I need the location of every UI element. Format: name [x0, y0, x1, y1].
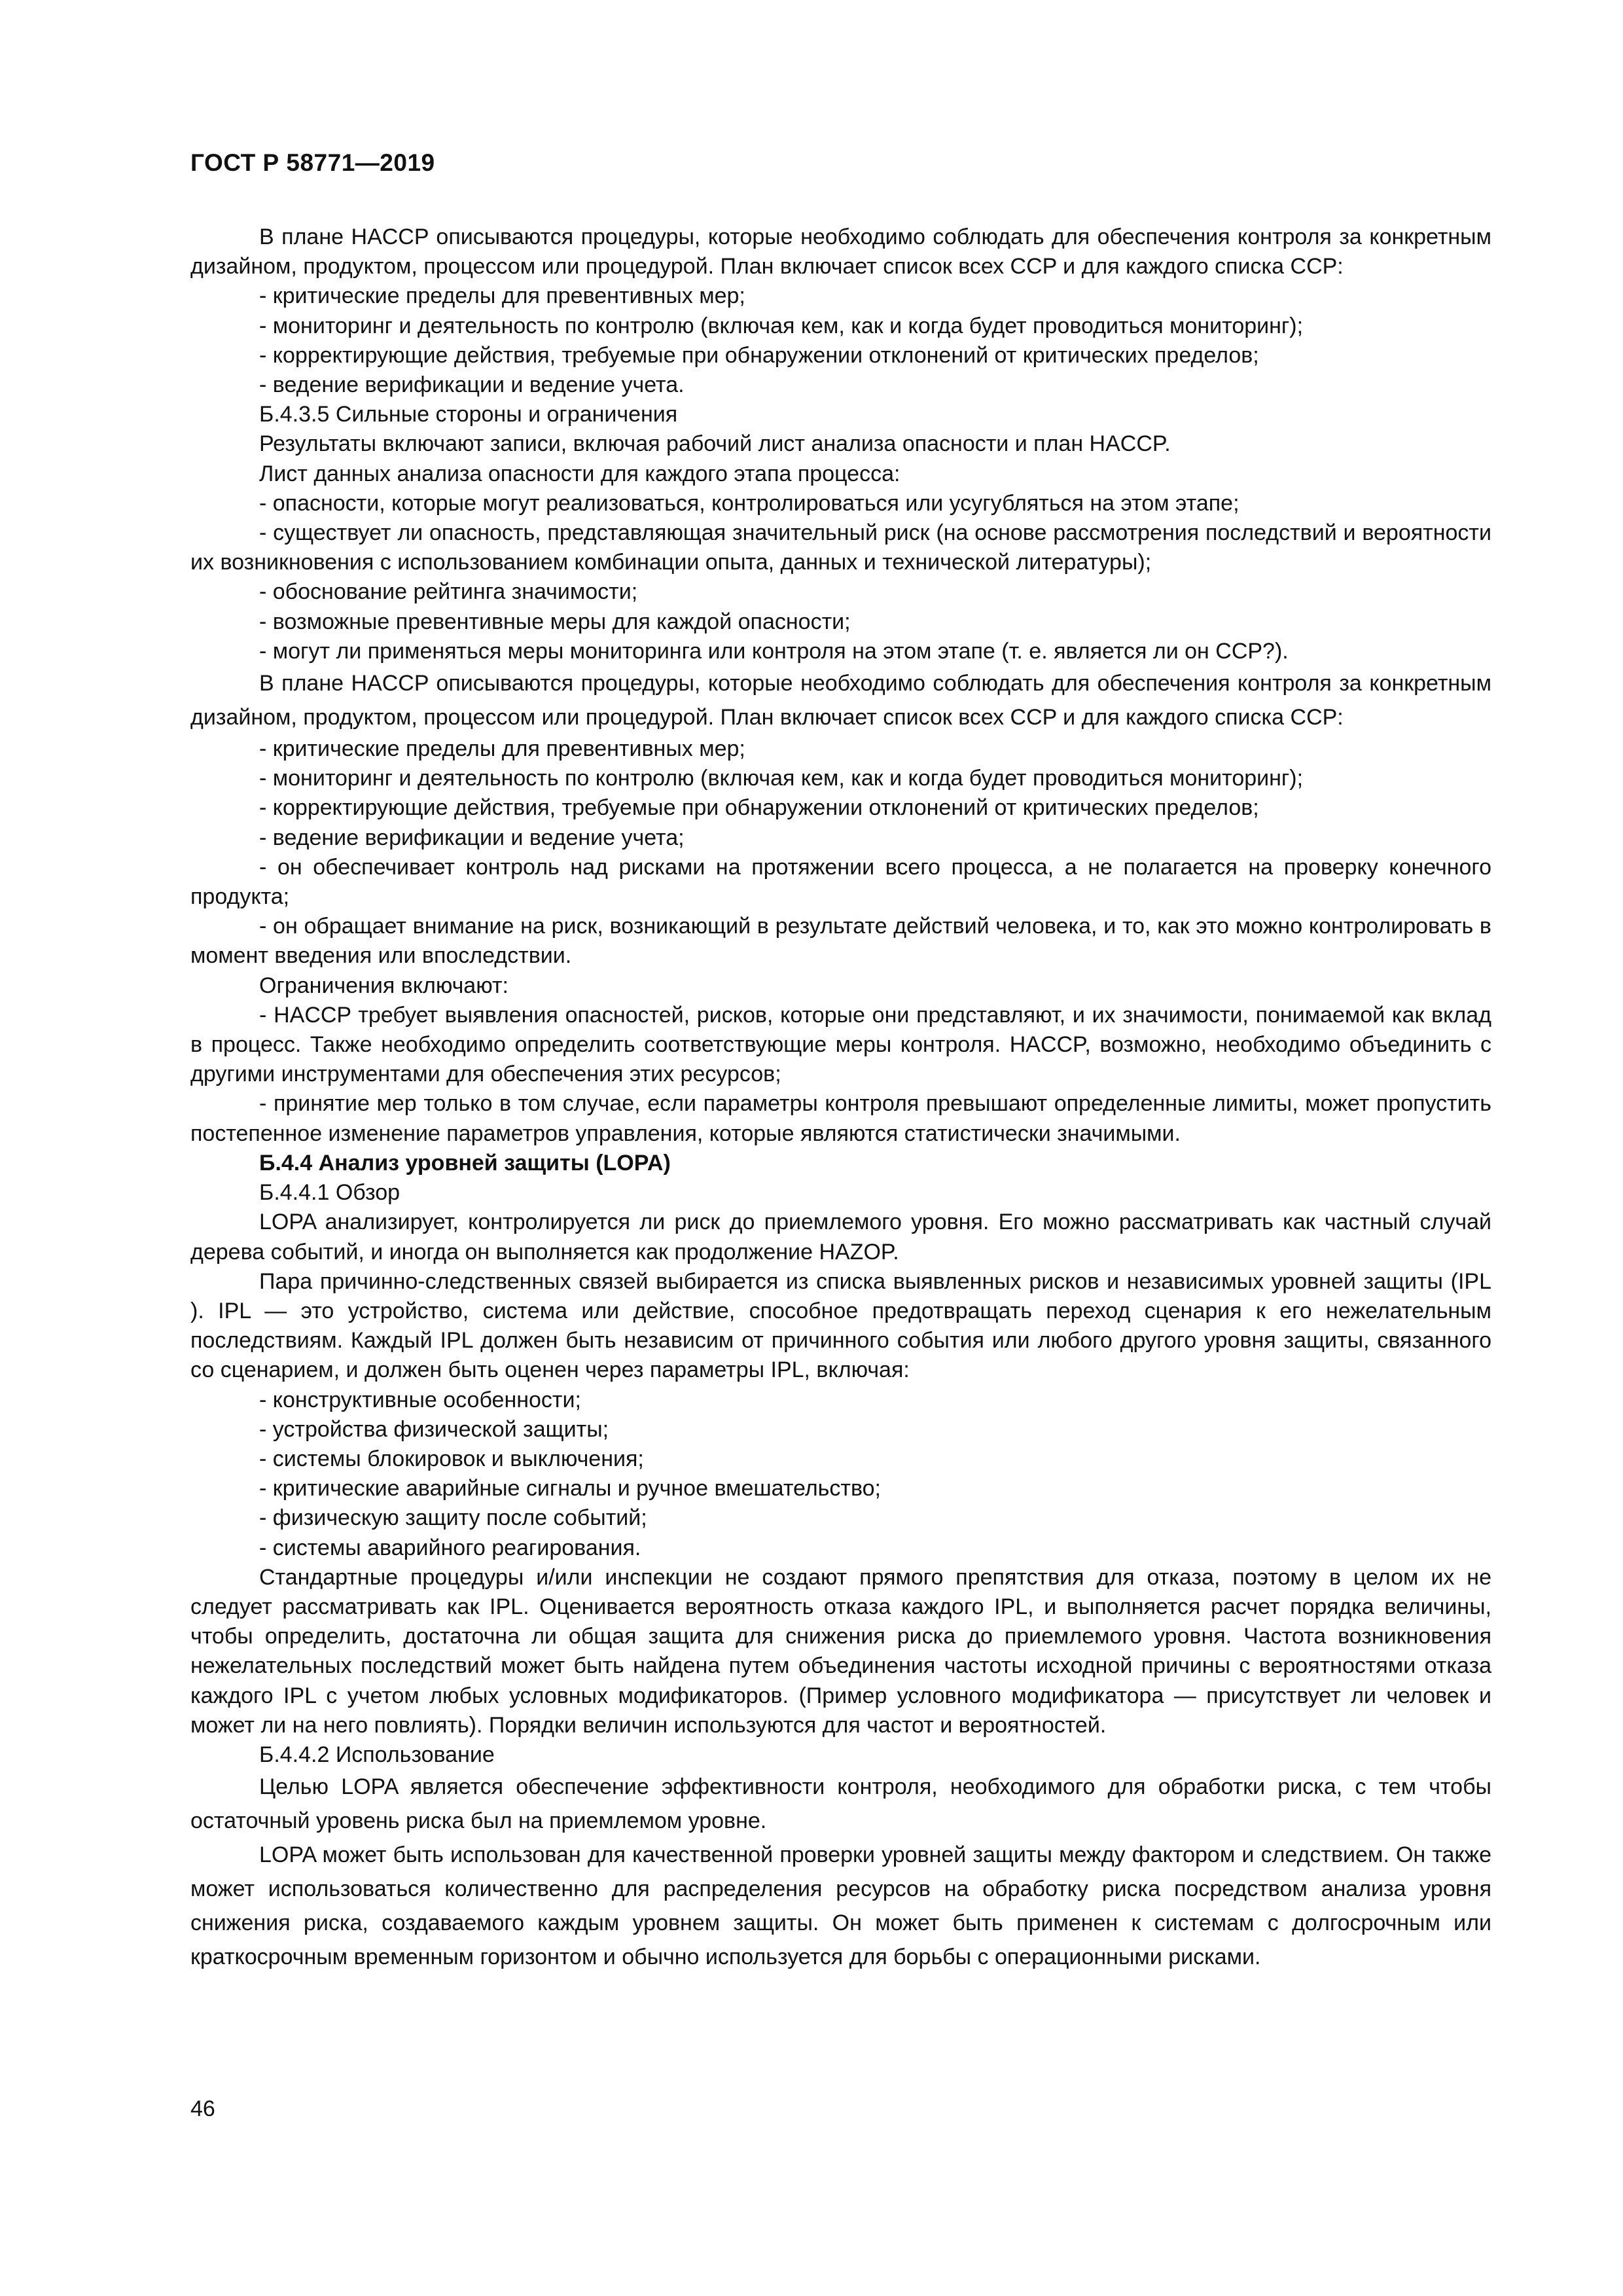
list-item: - он обращает внимание на риск, возникающий в результате действий человека, и то, как это можно контролировать в момент введения или впоследствии. — [190, 914, 1491, 969]
document-header: ГОСТ Р 58771—2019 — [190, 149, 435, 176]
list-item: - он обеспечивает контроль над рисками на протяжении всего процесса, а не полагается на проверку конечного продукта; — [190, 854, 1491, 910]
paragraph: Целью LOPA является обеспечение эффективности контроля, необходимого для обработки риска, с тем чтобы остаточный уровень риска был на приемлемом уровне. — [190, 1774, 1491, 1834]
paragraph: Лист данных анализа опасности для каждого этапа процесса: — [259, 461, 901, 486]
list-item: - корректирующие действия, требуемые при обнаружении отклонений от критических пределов; — [259, 342, 1259, 368]
list-item: - критические пределы для превентивных мер; — [259, 736, 745, 762]
list-item: - системы блокировок и выключения; — [259, 1446, 644, 1471]
paragraph: В плане HACCP описываются процедуры, которые необходимо соблюдать для обеспечения контроля за конкретным дизайном, продуктом, процессом или процедурой. План включает список всех CCP и для каждого списка CCP: — [190, 224, 1491, 279]
list-item: - корректирующие действия, требуемые при обнаружении отклонений от критических пределов; — [259, 795, 1259, 821]
list-item: - физическую защиту после событий; — [259, 1505, 647, 1531]
paragraph: Результаты включают записи, включая рабочий лист анализа опасности и план HACCP. — [259, 431, 1171, 457]
paragraph: LOPA может быть использован для качественной проверки уровней защиты между фактором и следствием. Он также может использоваться количественно для распределения ресурсов на обработку риска посредством анализа уровня снижения риска, создаваемого каждым уровнем защиты. Он может быть применен к системам с долгосрочным или краткосрочным временным горизонтом и обычно используется для борьбы с операционными рисками. — [190, 1842, 1491, 1970]
list-item: - критические пределы для превентивных мер; — [259, 283, 745, 309]
list-item: - мониторинг и деятельность по контролю (включая кем, как и когда будет проводиться мониторинг); — [259, 766, 1304, 791]
list-item: - принятие мер только в том случае, если параметры контроля превышают определенные лимиты, может пропустить постепенное изменение параметров управления, которые являются статистически значимыми. — [190, 1091, 1491, 1146]
list-item: - конструктивные особенности; — [259, 1387, 581, 1412]
paragraph: Пара причинно-следственных связей выбирается из списка выявленных рисков и независимых уровней защиты (IPL ). IPL — это устройство, система или действие, способное предотвращать переход сценария к его нежелательным последствиям. Каждый IPL должен быть независим от причинного события или любого другого уровня защиты, связанного со сценарием, и должен быть оценен через параметры IPL, включая: — [190, 1268, 1491, 1383]
section-heading: Б.4.4 Анализ уровней защиты (LOPA) — [259, 1150, 671, 1175]
section-heading: Б.4.4.2 Использование — [259, 1742, 495, 1767]
list-item: - существует ли опасность, представляющая значительный риск (на основе рассмотрения последствий и вероятности их возникновения с использованием комбинации опыта, данных и технической литературы); — [190, 520, 1491, 575]
paragraph: Стандартные процедуры и/или инспекции не создают прямого препятствия для отказа, поэтому в целом их не следует рассматривать как IPL. Оценивается вероятность отказа каждого IPL, и выполняется расчет порядка величины, чтобы определить, достаточна ли общая защита для снижения риска до приемлемого уровня. Частота возникновения нежелательных последствий может быть найдена путем объединения частоты исходной причины с вероятностями отказа каждого IPL с учетом любых условных модификаторов. (Пример условного модификатора — присутствует ли человек и может ли на него повлиять). Порядки величин используются для частот и вероятностей. — [190, 1564, 1491, 1738]
section-heading: Б.4.4.1 Обзор — [259, 1180, 401, 1206]
list-item: - системы аварийного реагирования. — [259, 1535, 641, 1560]
list-item: - ведение верификации и ведение учета; — [259, 825, 685, 850]
section-heading: Б.4.3.5 Сильные стороны и ограничения — [259, 402, 678, 427]
list-item: - мониторинг и деятельность по контролю (включая кем, как и когда будет проводиться мониторинг); — [259, 313, 1304, 338]
paragraph: LOPA анализирует, контролируется ли риск до приемлемого уровня. Его можно рассматривать как частный случай дерева событий, и иногда он выполняется как продолжение HAZOP. — [190, 1210, 1491, 1265]
list-item: - ведение верификации и ведение учета. — [259, 372, 685, 398]
document-body — [190, 223, 1491, 1974]
list-item: - опасности, которые могут реализоваться, контролироваться или усугубляться на этом этапе; — [259, 490, 1240, 516]
list-item: - HACCP требует выявления опасностей, рисков, которые они представляют, и их значимости, понимаемой как вклад в процесс. Также необходимо определить соответствующие меры контроля. HACCP, возможно, необходимо объединить с другими инструментами для обеспечения этих ресурсов; — [190, 1002, 1491, 1087]
paragraph: В плане HACCP описываются процедуры, которые необходимо соблюдать для обеспечения контроля за конкретным дизайном, продуктом, процессом или процедурой. План включает список всех CCP и для каждого списка CCP: — [190, 671, 1491, 730]
list-item: - устройства физической защиты; — [259, 1416, 609, 1442]
list-item: - обоснование рейтинга значимости; — [259, 579, 638, 605]
page-number: 46 — [190, 2096, 215, 2121]
list-item: - могут ли применяться меры мониторинга или контроля на этом этапе (т. е. является ли он CCP?). — [259, 638, 1289, 664]
paragraph: Ограничения включают: — [259, 973, 508, 998]
list-item: - критические аварийные сигналы и ручное вмешательство; — [259, 1476, 881, 1501]
list-item: - возможные превентивные меры для каждой опасности; — [259, 609, 851, 634]
